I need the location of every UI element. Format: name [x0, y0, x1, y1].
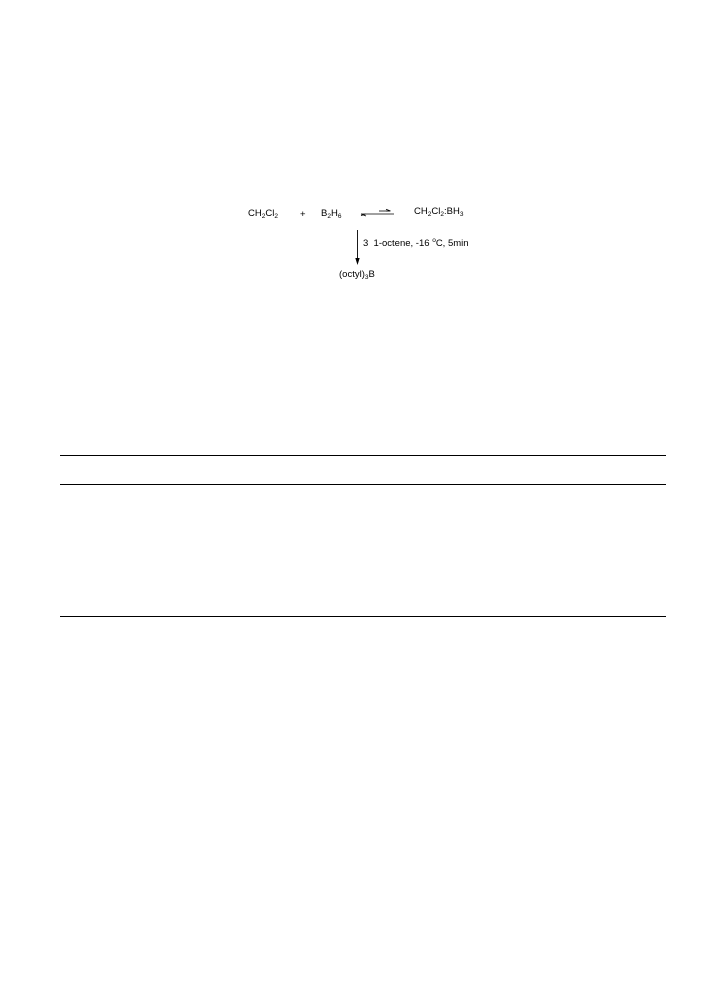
reaction-conditions: 3 1-octene, -16 $^o$C, 5min	[363, 237, 469, 249]
table-header-rule	[60, 484, 666, 485]
reactant-dichloromethane: $CH_2Cl_2$	[248, 208, 278, 220]
plus-sign: +	[300, 209, 306, 220]
table-bottom-rule	[60, 616, 666, 617]
reactant-diborane: $B_2H_6$	[321, 208, 342, 220]
product-trioctylborane: $(octyl)_3B$	[339, 269, 375, 281]
equilibrium-forward-half-head	[386, 209, 391, 211]
equilibrium-arrow	[361, 209, 394, 216]
product-borane-complex: $CH_2Cl_2:BH_3$	[414, 206, 464, 218]
reaction-arrow-head	[355, 258, 359, 265]
table-top-rule	[60, 455, 666, 456]
reaction-arrow-down	[355, 230, 359, 265]
